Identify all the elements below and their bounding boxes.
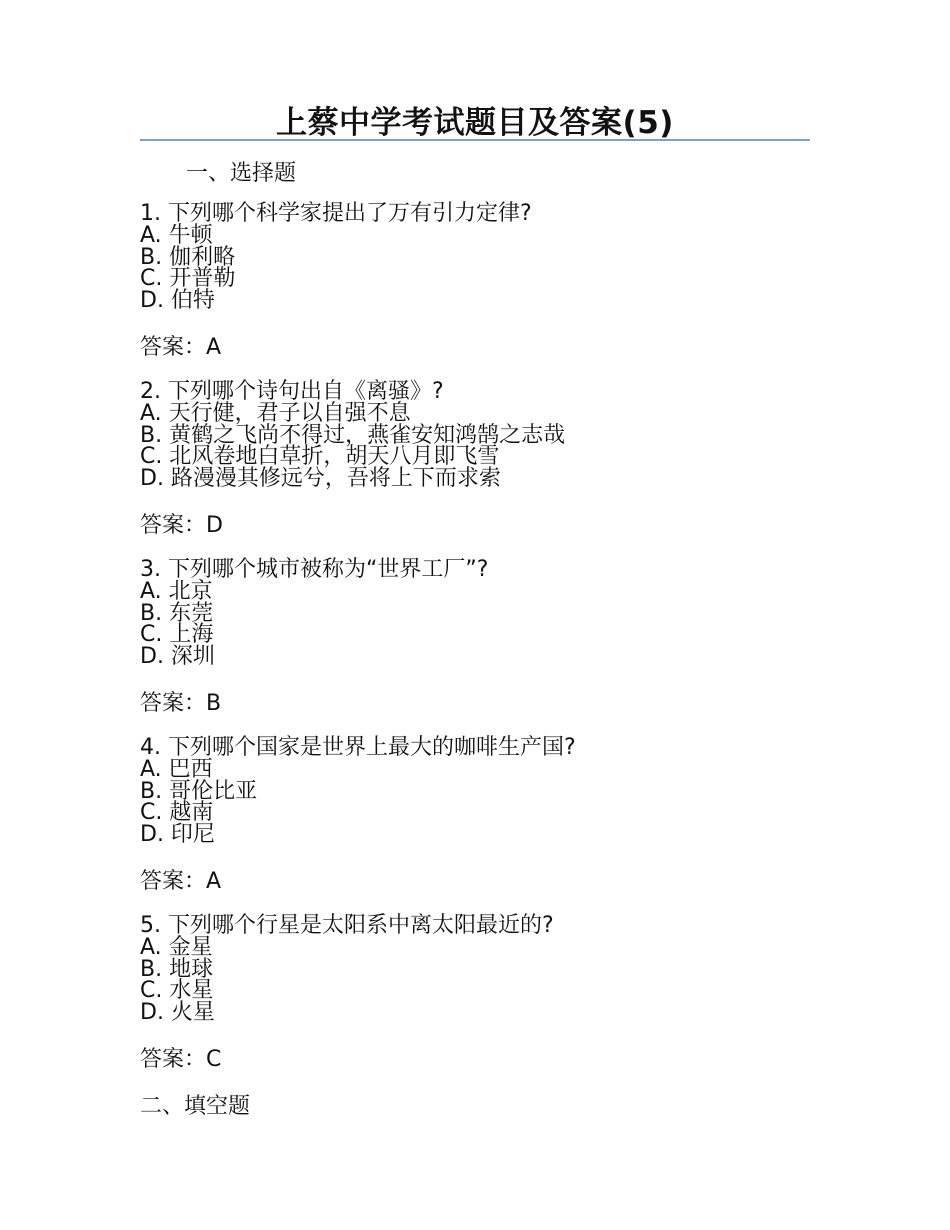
option-c: C. 北风卷地白草折，胡天八月即飞雪 xyxy=(140,444,500,469)
question-block xyxy=(140,381,820,539)
question-text: 2. 下列哪个诗句出自《离骚》? xyxy=(140,379,444,404)
answer-text: 答案：A xyxy=(140,869,222,894)
option-b: B. 东莞 xyxy=(140,600,214,626)
question-list xyxy=(140,203,820,1121)
option-c: C. 上海 xyxy=(140,622,214,647)
question-text: 4. 下列哪个国家是世界上最大的咖啡生产国? xyxy=(140,735,576,760)
option-b: B. 地球 xyxy=(140,956,214,982)
answer-text: 答案：C xyxy=(140,1047,222,1072)
option-a: A. 金星 xyxy=(140,935,213,960)
option-c: C. 水星 xyxy=(140,978,214,1003)
option-d: D. 路漫漫其修远兮，吾将上下而求索 xyxy=(140,465,501,491)
question-text: 3. 下列哪个城市被称为“世界工厂”? xyxy=(140,557,489,582)
answer-text: 答案：D xyxy=(140,513,223,538)
option-a: A. 天行健，君子以自强不息 xyxy=(140,401,411,426)
option-d: D. 伯特 xyxy=(140,287,215,313)
question-block xyxy=(140,737,820,895)
question-block xyxy=(140,559,820,717)
question-block xyxy=(140,915,820,1073)
answer-text: 答案：B xyxy=(140,691,222,716)
question-block xyxy=(140,203,820,361)
option-b: B. 哥伦比亚 xyxy=(140,778,258,804)
option-b: B. 伽利略 xyxy=(140,244,236,270)
option-a: A. 北京 xyxy=(140,579,213,604)
option-d: D. 火星 xyxy=(140,999,215,1025)
section-heading-fill-blank: 二、填空题 xyxy=(140,1094,251,1119)
question-text: 1. 下列哪个科学家提出了万有引力定律? xyxy=(140,201,532,226)
page-title: 上蔡中学考试题目及答案(5) xyxy=(276,105,674,141)
option-d: D. 印尼 xyxy=(140,821,215,847)
option-c: C. 开普勒 xyxy=(140,266,236,291)
option-b: B. 黄鹤之飞尚不得过，燕雀安知鸿鹄之志哉 xyxy=(140,422,566,448)
question-text: 5. 下列哪个行星是太阳系中离太阳最近的? xyxy=(140,913,554,938)
option-c: C. 越南 xyxy=(140,800,214,825)
section-heading-choice: 一、选择题 xyxy=(186,161,297,186)
title-underline xyxy=(140,139,810,141)
option-a: A. 牛顿 xyxy=(140,223,213,248)
option-a: A. 巴西 xyxy=(140,757,213,782)
answer-text: 答案：A xyxy=(140,335,222,360)
option-d: D. 深圳 xyxy=(140,643,215,669)
